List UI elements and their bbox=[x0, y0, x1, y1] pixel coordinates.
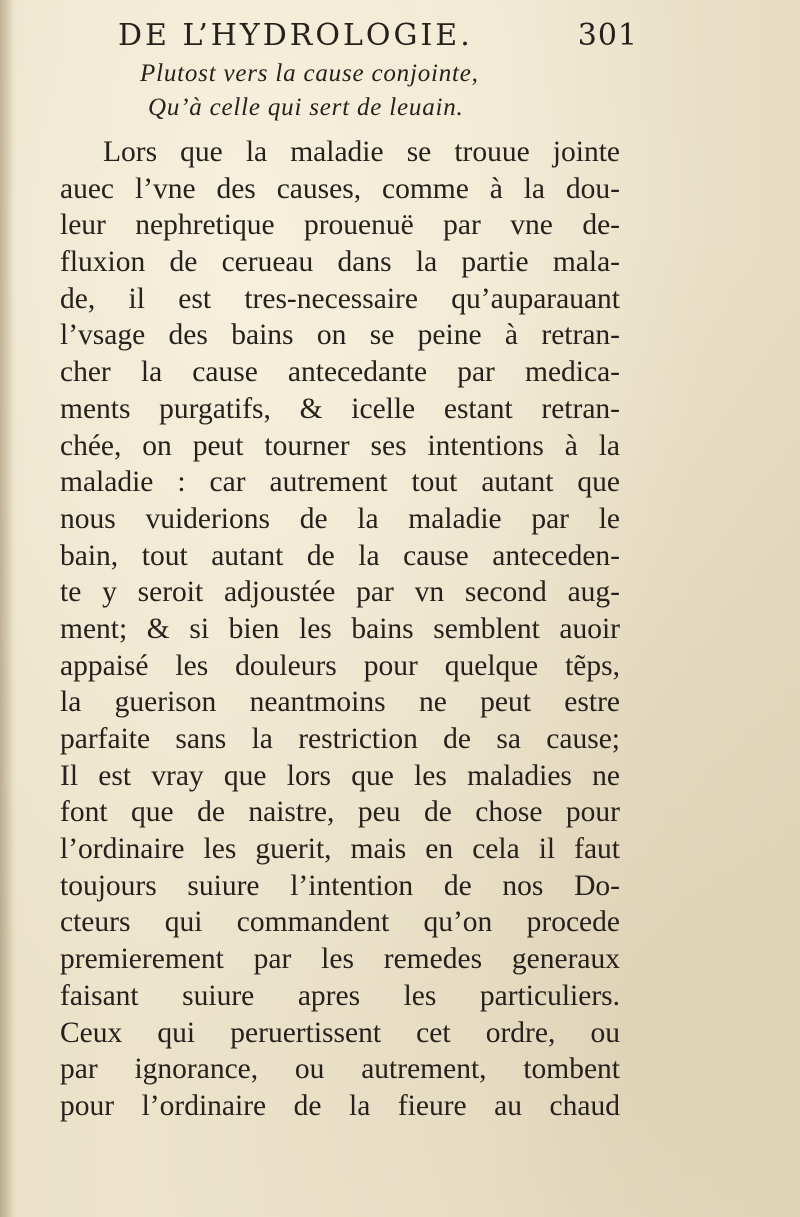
text-line: maladie : car autrement tout autant que bbox=[60, 466, 620, 499]
text-line: la guerison neantmoins ne peut estre bbox=[60, 686, 620, 719]
text-line: leur nephretique prouenuë par vne de- bbox=[60, 209, 620, 242]
text-line: cteurs qui commandent qu’on procede bbox=[60, 906, 620, 939]
body-text bbox=[60, 134, 620, 1125]
text-line: par ignorance, ou autrement, tombent bbox=[60, 1053, 620, 1086]
text-line: ment; & si bien les bains semblent auoir bbox=[60, 612, 620, 645]
text-line: l’ordinaire les guerit, mais en cela il faut bbox=[60, 833, 620, 866]
text-line: nous vuiderions de la maladie par le bbox=[60, 502, 620, 535]
gutter-shadow bbox=[0, 0, 14, 1217]
text-line: Ceux qui peruertissent cet ordre, ou bbox=[60, 1016, 620, 1049]
text-line: premierement par les remedes generaux bbox=[60, 943, 620, 976]
text-line: te y seroit adjoustée par vn second aug- bbox=[60, 576, 620, 609]
text-line: font que de naistre, peu de chose pour bbox=[60, 796, 620, 829]
text-line: pour l’ordinaire de la fieure au chaud bbox=[60, 1089, 620, 1122]
text-line: Lors que la maladie se trouue jointe bbox=[103, 136, 620, 168]
text-line: auec l’vne des causes, comme à la dou- bbox=[60, 172, 620, 205]
text-line: l’vsage des bains on se peine à retran- bbox=[60, 319, 620, 352]
text-line: parfaite sans la restriction de sa cause; bbox=[60, 723, 620, 755]
text-line: fluxion de cerueau dans la partie mala- bbox=[60, 246, 620, 279]
text-line: cher la cause antecedante par medica- bbox=[60, 356, 620, 389]
text-line: toujours suiure l’intention de nos Do- bbox=[60, 869, 620, 902]
motto-line: Qu’à celle qui sert de leuain. bbox=[148, 94, 464, 121]
text-line: chée, on peut tourner ses intentions à la bbox=[60, 429, 620, 462]
page-header bbox=[118, 14, 638, 58]
text-line: de, il est tres-necessaire qu’auparauant bbox=[60, 282, 620, 315]
text-line: appaisé les douleurs pour quelque tẽps, bbox=[60, 649, 620, 682]
text-line: faisant suiure apres les particuliers. bbox=[60, 979, 620, 1012]
text-line: bain, tout autant de la cause anteceden- bbox=[60, 539, 620, 572]
text-line: ments purgatifs, & icelle estant retran- bbox=[60, 392, 620, 425]
text-line: Il est vray que lors que les maladies ne bbox=[60, 759, 620, 792]
running-title: DE L’HYDROLOGIE. bbox=[118, 18, 473, 53]
motto-line: Plutost vers la cause conjointe, bbox=[140, 60, 479, 87]
page-number: 301 bbox=[577, 18, 638, 53]
